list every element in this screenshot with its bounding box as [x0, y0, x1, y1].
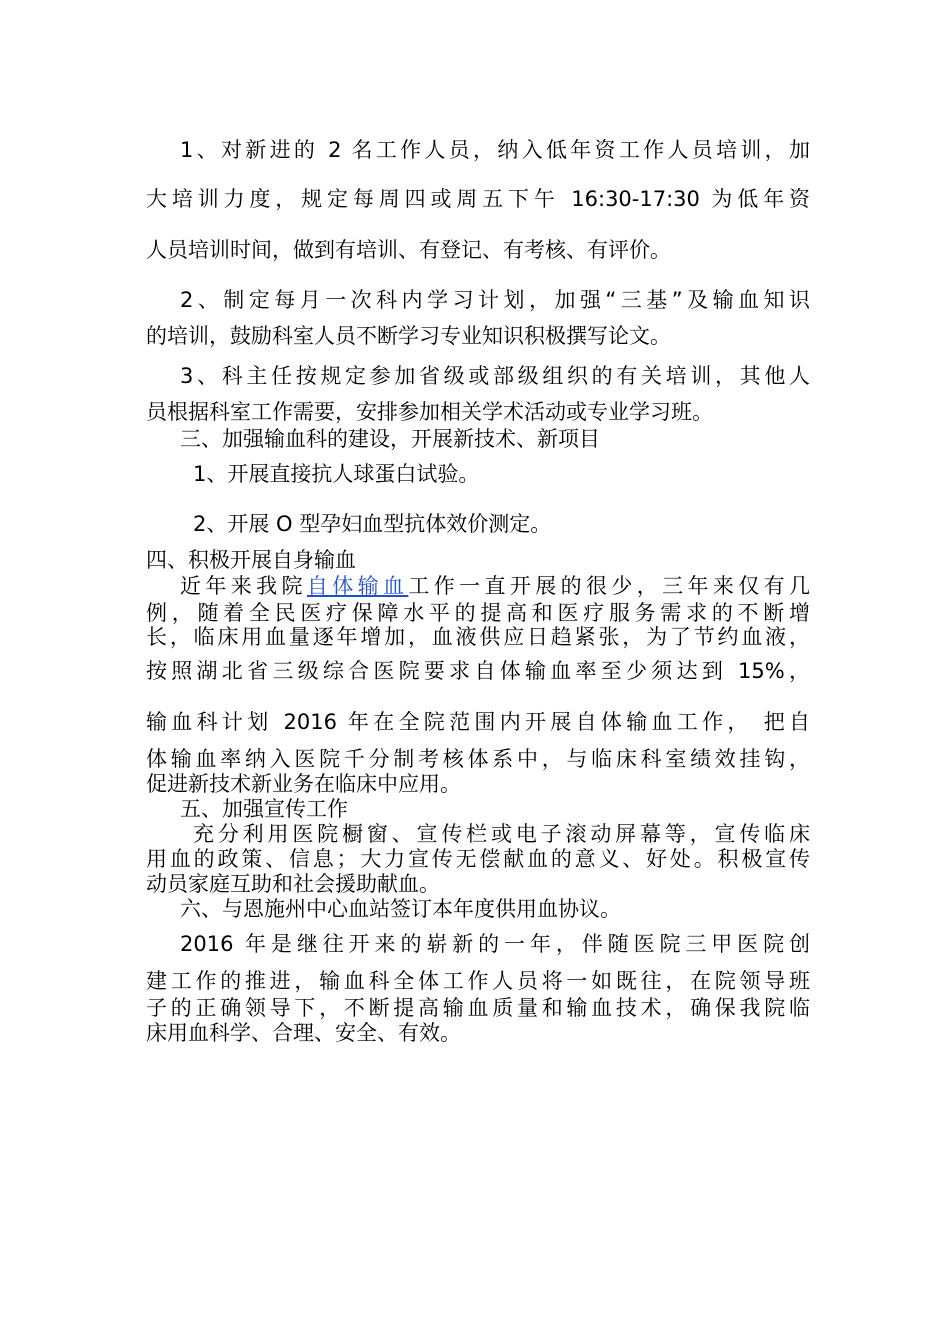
para6-line4: 床用血科学、合理、安全、有效。 — [146, 1021, 461, 1045]
section-heading-6: 六、与恩施州中心血站签订本年度供用血协议。 — [180, 897, 621, 921]
para3-line2: 员根据科室工作需要，安排参加相关学术活动或专业学习班。 — [146, 400, 713, 424]
para4-line2: 例，随着全民医疗保障水平的提高和医疗服务需求的不断增 — [146, 601, 810, 625]
para4-line5: 输血科计划 2016 年在全院范围内开展自体输血工作， 把自 — [146, 710, 810, 734]
section-heading-5: 五、加强宣传工作 — [180, 797, 348, 821]
para4-line3: 长，临床用血量逐年增加，血液供应日趋紧张，为了节约血液， — [146, 625, 810, 649]
section3-item1: 1、开展直接抗人球蛋白试验。 — [193, 462, 480, 486]
para6-line2: 建工作的推进，输血科全体工作人员将一如既往，在院领导班 — [146, 969, 810, 993]
section-heading-3: 三、加强输血科的建设，开展新技术、新项目 — [180, 427, 600, 451]
para4-prefix: 近年来我院 — [180, 574, 307, 598]
para6-line3: 子的正确领导下，不断提高输血质量和输血技术，确保我院临 — [146, 996, 810, 1020]
para6-line1: 2016 年是继往开来的崭新的一年，伴随医院三甲医院创 — [180, 932, 810, 956]
para4-line1 — [180, 574, 810, 598]
para1-line2: 大培训力度，规定每周四或周五下午 16:30-17:30 为低年资 — [146, 187, 810, 211]
para5-line3: 动员家庭互助和社会援助献血。 — [146, 872, 440, 896]
para4-line6: 体输血率纳入医院千分制考核体系中，与临床科室绩效挂钩， — [146, 747, 810, 771]
para5-line1: 充分利用医院橱窗、宣传栏或电子滚动屏幕等，宣传临床 — [193, 822, 810, 846]
para2-line1: 2、制定每月一次科内学习计划，加强“三基”及输血知识 — [180, 288, 810, 312]
para2-line2: 的培训，鼓励科室人员不断学习专业知识积极撰写论文。 — [146, 324, 671, 348]
para3-line1: 3、科主任按规定参加省级或部级组织的有关培训，其他人 — [180, 364, 810, 388]
para1-line1: 1、对新进的 2 名工作人员，纳入低年资工作人员培训，加 — [180, 138, 810, 162]
para1-line3: 人员培训时间，做到有培训、有登记、有考核、有评价。 — [146, 238, 671, 262]
para4-line4: 按照湖北省三级综合医院要求自体输血率至少须达到 15%， — [146, 659, 810, 683]
para4-suffix: 工作一直开展的很少，三年来仅有几 — [408, 574, 810, 598]
para4-line7: 促进新技术新业务在临床中应用。 — [146, 772, 461, 796]
section3-item2: 2、开展 O 型孕妇血型抗体效价测定。 — [193, 512, 552, 536]
section-heading-4: 四、积极开展自身输血 — [146, 548, 356, 572]
para5-line2: 用血的政策、信息；大力宣传无偿献血的意义、好处。积极宣传 — [146, 847, 810, 871]
autologous-transfusion-link[interactable]: 自体输血 — [306, 574, 409, 598]
